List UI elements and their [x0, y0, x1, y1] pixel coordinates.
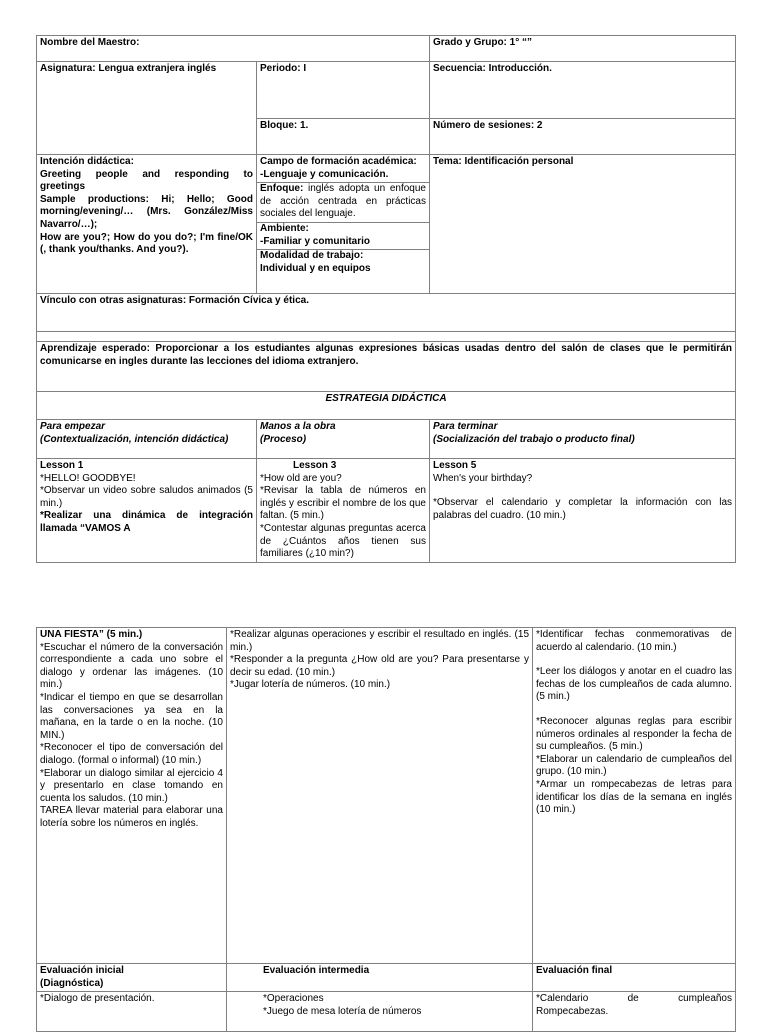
field-title: Campo de formación académica: — [260, 156, 417, 167]
sequence-label: Secuencia: Introducción. — [430, 62, 736, 119]
blank-line — [536, 654, 732, 666]
final-evaluation-cell — [533, 992, 736, 1032]
subject-label: Asignatura: Lengua extranjera inglés — [37, 62, 257, 155]
lesson-item: When's your birthday? — [433, 472, 533, 484]
evaluation-item: Rompecabezas. — [536, 1005, 609, 1017]
sessions-label: Número de sesiones: 2 — [430, 119, 736, 155]
activity-item: *Escuchar el número de la conversación correspondiente a cada uno sobre el dialogo y ordenar las imágenes. (10 min.) — [40, 641, 223, 691]
column-start-header — [37, 420, 257, 459]
modality-label: Modalidad de trabajo: — [260, 250, 364, 262]
approach-block — [257, 182, 429, 221]
intention-line: Greeting people and responding to greetings — [40, 168, 253, 193]
intention-line: Sample productions: Hi; Hello; Good morning/evening/… (Mrs. González/Miss Navarro/…); — [40, 193, 253, 230]
lesson-item: *Revisar la tabla de números en inglés y escribir el nombre de los que faltan. (5 min.) — [260, 485, 426, 522]
blank-line — [536, 704, 732, 716]
lesson-1-cell — [37, 459, 257, 563]
start-subtitle: (Contextualización, intención didáctica) — [40, 433, 229, 445]
evaluation-item: *Juego de mesa lotería de números — [263, 1005, 422, 1017]
lesson-3-cell — [257, 459, 430, 563]
evaluation-item: *Dialogo de presentación. — [40, 993, 155, 1005]
didactic-intention — [37, 155, 257, 294]
blank-line — [433, 485, 732, 497]
environment-label: Ambiente: — [260, 222, 309, 234]
evaluation-item: *Calendario de cumpleaños — [536, 993, 732, 1005]
activity-item: *Identificar fechas conmemorativas de acuerdo al calendario. (10 min.) — [536, 629, 732, 653]
final-evaluation-header: Evaluación final — [533, 964, 736, 992]
intermediate-evaluation-header — [227, 964, 533, 992]
lesson-5-title: Lesson 5 — [433, 460, 477, 471]
intention-line: How are you?; How do you do?; I'm fine/OK (, thank you/thanks. And you?). — [40, 231, 253, 256]
lesson-3-title: Lesson 3 — [293, 460, 337, 471]
block-label: Bloque: 1. — [257, 119, 430, 155]
grade-group-label: Grado y Grupo: 1° “” — [430, 36, 736, 62]
spacer-row — [37, 332, 736, 342]
planning-table-page1 — [36, 35, 736, 563]
activity-item: *Reconocer algunas reglas para escribir números ordinales al responder la fecha de su cumpleaños. (5 min.) — [536, 715, 732, 753]
initial-evaluation-cell — [37, 992, 227, 1032]
subject-link: Vínculo con otras asignaturas: Formación Cívica y ética. — [37, 294, 736, 332]
activity-item-bold: UNA FIESTA” (5 min.) — [40, 629, 143, 640]
environment-block — [257, 222, 429, 248]
lesson-5-cell — [430, 459, 736, 563]
formation-field — [257, 155, 430, 294]
approach-text: inglés adopta un enfoque de acción centrada en prácticas sociales del lenguaje. — [260, 183, 426, 220]
strategy-heading: ESTRATEGIA DIDÁCTICA — [37, 392, 736, 420]
planning-table-page2 — [36, 627, 736, 1032]
initial-evaluation-title: Evaluación inicial — [40, 965, 124, 976]
field-value: -Lenguaje y comunicación. — [260, 168, 389, 180]
lesson-item: *Observar un video sobre saludos animados (5 min.) — [40, 485, 253, 509]
lesson-1-title: Lesson 1 — [40, 460, 84, 471]
approach-label: Enfoque: — [260, 183, 304, 195]
activity-item: *Elaborar un dialogo similar al ejercicio 4 y presentarlo en clase tomando en cuenta los saludos. (10 min.) — [40, 767, 223, 804]
finish-subtitle: (Socialización del trabajo o producto final) — [433, 433, 635, 445]
lesson-item: *HELLO! GOODBYE! — [40, 472, 136, 484]
expected-learning: Aprendizaje esperado: Proporcionar a los estudiantes algunas expresiones básicas usadas dentro del salón de clases que le permitirán comunicarse en ingles durante las lecciones del idioma extranjero. — [37, 342, 736, 392]
activity-item: *Leer los diálogos y anotar en el cuadro las fechas de los cumpleaños de cada alumno. (5 min.) — [536, 666, 732, 703]
column-finish-header — [430, 420, 736, 459]
lesson-item: *Contestar algunas preguntas acerca de ¿Cuántos años tienen sus familiares (¿10 min?) — [260, 522, 426, 560]
evaluation-item: *Operaciones — [263, 993, 324, 1005]
lesson-item-bold: *Realizar una dinámica de integración llamada “VAMOS A — [40, 510, 253, 534]
period-label: Periodo: I — [257, 62, 430, 119]
activity-item: *Elaborar un calendario de cumpleaños del grupo. (10 min.) — [536, 753, 732, 778]
activity-item: *Responder a la pregunta ¿How old are you? Para presentarse y decir su edad. (10 min.) — [230, 654, 529, 678]
teacher-name-label: Nombre del Maestro: — [37, 36, 430, 62]
activity-item: *Armar un rompecabezas de letras para identificar los días de la semana en inglés (10 min.) — [536, 778, 732, 816]
process-subtitle: (Proceso) — [260, 433, 307, 445]
activity-item: *Indicar el tiempo en que se desarrollan las conversaciones ya sea en la mañana, en la tarde o en la noche. (10 MIN.) — [40, 691, 223, 741]
finish-continuation-cell — [533, 628, 736, 964]
modality-block — [257, 249, 429, 275]
finish-title: Para terminar — [433, 421, 498, 432]
activity-item: *Reconocer el tipo de conversación del dialogo. (formal o informal) (10 min.) — [40, 742, 223, 766]
modality-value: Individual y en equipos — [260, 262, 371, 274]
process-continuation-cell — [227, 628, 533, 964]
activity-item: *Realizar algunas operaciones y escribir el resultado en inglés. (15 min.) — [230, 629, 529, 653]
topic-label: Tema: Identificación personal — [430, 155, 736, 294]
activity-item: TAREA llevar material para elaborar una lotería sobre los números en inglés. — [40, 805, 223, 829]
intermediate-evaluation-title: Evaluación intermedia — [263, 965, 370, 976]
start-title: Para empezar — [40, 421, 106, 432]
column-process-header — [257, 420, 430, 459]
environment-value: -Familiar y comunitario — [260, 235, 371, 247]
intention-title: Intención didáctica: — [40, 156, 134, 167]
start-continuation-cell — [37, 628, 227, 964]
initial-evaluation-subtitle: (Diagnóstica) — [40, 977, 104, 989]
lesson-item: *Observar el calendario y completar la información con las palabras del cuadro. (10 min.) — [433, 497, 732, 521]
intermediate-evaluation-cell — [227, 992, 533, 1032]
process-title: Manos a la obra — [260, 421, 336, 432]
lesson-item: *How old are you? — [260, 472, 342, 484]
activity-item: *Jugar lotería de números. (10 min.) — [230, 679, 391, 691]
initial-evaluation-header — [37, 964, 227, 992]
